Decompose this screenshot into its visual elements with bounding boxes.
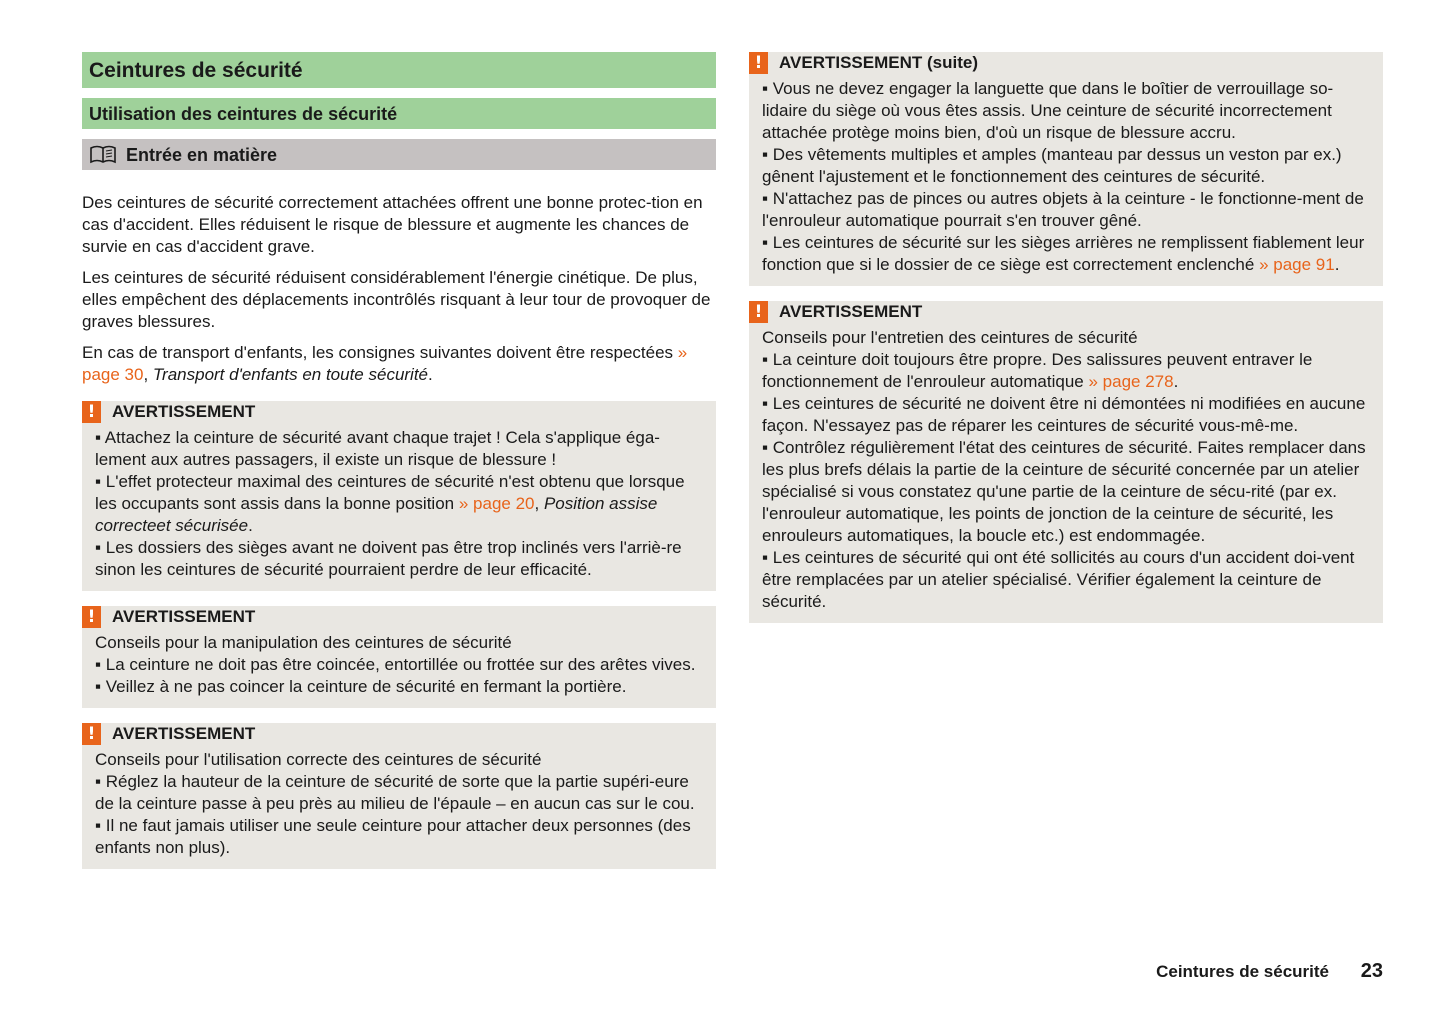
warning-box-1: [82, 401, 716, 591]
warning-bullet: ▪ Il ne faut jamais utiliser une seule ceinture pour attacher deux personnes (des enfants non plus).: [95, 816, 691, 857]
warning-icon: !: [82, 401, 101, 423]
warning-intro: Conseils pour l'entretien des ceintures de sécurité: [762, 328, 1138, 347]
warning-bullet-italic: Position assise correcteet sécurisée: [95, 494, 658, 535]
intro-paragraph-3-italic: Transport d'enfants en toute sécurité: [152, 365, 429, 384]
warning-bullet-text: ▪ La ceinture doit toujours être propre. Des salissures peuvent entraver le fonctionnement de l'enrouleur automatique: [762, 350, 1313, 391]
warning-header: [82, 401, 716, 423]
intro-text: [82, 192, 716, 386]
page-91-link[interactable]: » page 91: [1259, 255, 1335, 274]
warning-header: [749, 301, 1383, 323]
warning-bullet: [762, 349, 1369, 393]
intro-paragraph-1: Des ceintures de sécurité correctement attachées offrent une bonne protec-tion en cas d'accident. Elles réduisent le risque de blessure et augmente les chances de survie en cas d'accident grave.: [82, 193, 703, 256]
warning-header: [82, 723, 716, 745]
page-278-link[interactable]: » page 278: [1088, 372, 1174, 391]
page-title: Ceintures de sécurité: [82, 52, 716, 88]
period: .: [428, 365, 433, 384]
page-30-link[interactable]: » page 30: [82, 343, 688, 384]
warning-header: [82, 606, 716, 628]
warning-bullet: ▪ Attachez la ceinture de sécurité avant chaque trajet ! Cela s'applique éga-lement aux autres passagers, il existe un risque de blessure !: [95, 428, 660, 469]
warning-header: [749, 52, 1383, 74]
page-number: 23: [1360, 960, 1383, 982]
warning-body: [762, 327, 1383, 613]
period: .: [1173, 372, 1179, 391]
warning-bullet: ▪ Vous ne devez engager la languette que dans le boîtier de verrouillage so-lidaire du siège où vous êtes assis. Une ceinture de sécurité incorrectement attachée protège moins bien, d'où un risque de blessure accru.: [762, 79, 1334, 142]
warning-box-3: [82, 723, 716, 869]
intro-paragraph-3-text: En cas de transport d'enfants, les consignes suivantes doivent être respectées: [82, 343, 674, 362]
book-icon: [89, 145, 117, 165]
intro-paragraph-2: Les ceintures de sécurité réduisent considérablement l'énergie cinétique. De plus, elles empêchent des déplacements incontrôlés risquant à leur tour de provoquer de graves blessures.: [82, 268, 711, 331]
warning-bullet: [762, 232, 1369, 276]
warning-bullet: ▪ Les dossiers des sièges avant ne doivent pas être trop inclinés vers l'arriè-re sinon les ceintures de sécurité pourraient perdre de leur efficacité.: [95, 538, 682, 579]
page-20-link[interactable]: » page 20: [458, 494, 535, 513]
warning-bullet: ▪ Réglez la hauteur de la ceinture de sécurité de sorte que la partie supéri-eure de la ceinture passe à peu près au milieu de l'épaule – en aucun cas sur le cou.: [95, 772, 695, 813]
warning-icon: !: [82, 723, 101, 745]
warning-icon: !: [749, 52, 768, 74]
warning-title: AVERTISSEMENT: [779, 302, 923, 321]
warning-body: [95, 427, 716, 581]
warning-icon: !: [82, 606, 101, 628]
separator: ,: [534, 494, 540, 513]
warning-title: AVERTISSEMENT: [112, 724, 256, 743]
warning-title: AVERTISSEMENT: [112, 402, 256, 421]
warning-bullet: ▪ Des vêtements multiples et amples (manteau par dessus un veston par ex.) gênent l'ajustement et le fonctionnement des ceintures de sécurité.: [762, 145, 1342, 186]
section-subtitle: Utilisation des ceintures de sécurité: [82, 98, 716, 129]
left-column: [82, 52, 716, 869]
warning-body: [95, 632, 716, 698]
warning-box-maintenance: [749, 301, 1383, 623]
warning-title: AVERTISSEMENT (suite): [779, 53, 978, 72]
right-column: [749, 52, 1383, 623]
warning-bullet: ▪ Veillez à ne pas coincer la ceinture de sécurité en fermant la portière.: [95, 677, 627, 696]
warning-bullet: ▪ Contrôlez régulièrement l'état des ceintures de sécurité. Faites remplacer dans les plus brefs délais la partie de la ceinture de sécurité concernée par un atelier spécialisé si vous constatez qu'une partie de la ceinture de sécu-rité (par ex. l'enrouleur automatique, les points de jonction de la ceinture de sécurité, les enrouleurs automatiques, la boucle etc.) est endommagée.: [762, 438, 1366, 545]
warning-bullet: [95, 471, 702, 537]
intro-heading-label: Entrée en matière: [126, 144, 278, 165]
warning-box-2: [82, 606, 716, 708]
warning-bullet-text: ▪ L'effet protecteur maximal des ceintures de sécurité n'est obtenu que lorsque les occupants sont assis dans la bonne position: [95, 472, 685, 513]
warning-intro: Conseils pour la manipulation des ceintures de sécurité: [95, 633, 512, 652]
warning-box-continued: [749, 52, 1383, 286]
warning-bullet-text: ▪ Les ceintures de sécurité sur les sièges arrières ne remplissent fiablement leur fonction que si le dossier de ce siège est correctement enclenché: [762, 233, 1365, 274]
warning-body: [95, 749, 716, 859]
warning-bullet: ▪ N'attachez pas de pinces ou autres objets à la ceinture - le fonctionne-ment de l'enrouleur automatique pourrait s'en trouver gêné.: [762, 189, 1364, 230]
intro-paragraph-3: [82, 342, 716, 386]
warning-bullet: ▪ La ceinture ne doit pas être coincée, entortillée ou frottée sur des arêtes vives.: [95, 655, 696, 674]
warning-title: AVERTISSEMENT: [112, 607, 256, 626]
warning-icon: !: [749, 301, 768, 323]
period: .: [248, 516, 253, 535]
warning-intro: Conseils pour l'utilisation correcte des ceintures de sécurité: [95, 750, 542, 769]
footer-chapter-title: Ceintures de sécurité: [1156, 962, 1329, 981]
separator: ,: [143, 365, 149, 384]
intro-heading: [82, 139, 716, 170]
period: .: [1334, 255, 1340, 274]
warning-body: [762, 78, 1383, 276]
warning-bullet: ▪ Les ceintures de sécurité ne doivent être ni démontées ni modifiées en aucune façon. N'essayez pas de réparer les ceintures de sécurité vous-mê-me.: [762, 394, 1366, 435]
warning-bullet: ▪ Les ceintures de sécurité qui ont été sollicités au cours d'un accident doi-vent être remplacées par un atelier spécialisé. Vérifier également la ceinture de sécurité.: [762, 548, 1355, 611]
